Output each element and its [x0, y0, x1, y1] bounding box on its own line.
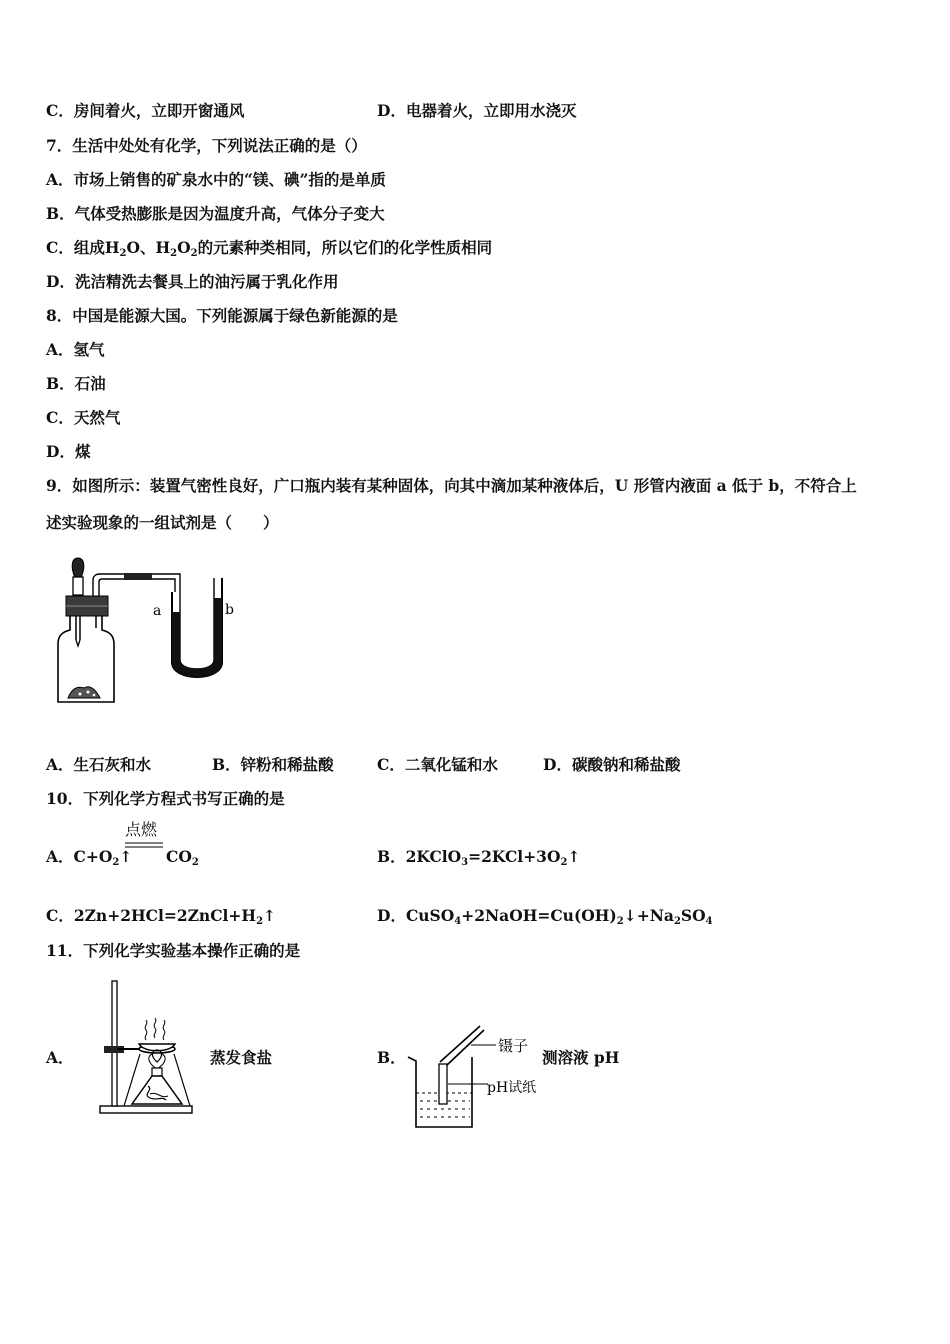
- q11-option-a-letter: A．: [46, 1048, 74, 1067]
- q10-option-d-suffix: +Na: [636, 906, 674, 925]
- q10-option-d-mid: +2NaOH=Cu(OH): [461, 906, 617, 925]
- q10-option-a-prefix: A．C+O: [46, 847, 113, 866]
- q10-option-a-product: $CO_2$: [166, 847, 199, 868]
- q10-option-d: D．$CuSO_4+2NaOH=Cu(OH)_2↓+Na_2SO_4$: [377, 906, 713, 927]
- tweezers: [440, 1026, 480, 1062]
- label-a: a: [153, 603, 162, 619]
- q7-option-c: C．组成$H_2O$、$H_2O_2$的元素种类相同，所以它们的化学性质相同: [46, 238, 493, 259]
- q11-option-b-letter: B．: [377, 1048, 406, 1067]
- q11-option-a-text: 蒸发食盐: [210, 1048, 273, 1067]
- q9-option-a: A．生石灰和水: [46, 755, 152, 774]
- q11-stem: 11．下列化学实验基本操作正确的是: [46, 941, 301, 960]
- q10-option-a: A．$C+O_2↑$: [46, 847, 133, 868]
- q10-option-c: C．$2Zn+2HCl=2ZnCl+H_2↑$: [46, 906, 277, 927]
- label-ph-paper: pH试纸: [487, 1080, 537, 1096]
- q7-option-a: A．市场上销售的矿泉水中的“镁、碘”指的是单质: [46, 170, 386, 189]
- q9-stem-line1: 9．如图所示：装置气密性良好，广口瓶内装有某种固体，向其中滴加某种液体后，U 形管内液面 a 低于 b，不符合上: [46, 476, 857, 495]
- q10-option-c-prefix: C．2Zn+2HCl=2ZnCl+H: [46, 906, 257, 925]
- q9-option-d: D．碳酸钠和稀盐酸: [543, 755, 681, 774]
- q6-option-d: D．电器着火，立即用水浇灭: [377, 101, 577, 120]
- q8-stem: 8．中国是能源大国。下列能源属于绿色新能源的是: [46, 306, 398, 325]
- q10-stem: 10．下列化学方程式书写正确的是: [46, 789, 285, 808]
- ph-paper: [439, 1064, 447, 1104]
- q7-option-c-mid: 的元素种类相同，所以它们的化学性质相同: [197, 238, 493, 257]
- q8-option-d: D．煤: [46, 442, 91, 461]
- q7-stem: 7．生活中处处有化学，下列说法正确的是（）: [46, 136, 367, 155]
- q9-stem-line2: 述实验现象的一组试剂是（ ）: [46, 513, 279, 532]
- label-b: b: [225, 602, 234, 618]
- q8-option-b: B．石油: [46, 374, 106, 393]
- q10-option-d-prefix: D．CuSO: [377, 906, 455, 925]
- q6-option-c: C．房间着火，立即开窗通风: [46, 101, 245, 120]
- q7-option-d: D．洗洁精洗去餐具上的油污属于乳化作用: [46, 272, 339, 291]
- q8-option-c: C．天然气: [46, 408, 121, 427]
- q10-option-b-mid: =2KCl+3O: [468, 847, 561, 866]
- q7-option-b: B．气体受热膨胀是因为温度升高，气体分子变大: [46, 204, 385, 223]
- q9-option-b: B．锌粉和稀盐酸: [212, 755, 334, 774]
- q10-option-b: B．$2KClO_3=2KCl+3O_2↑$: [377, 847, 581, 868]
- q9-option-c: C．二氧化锰和水: [377, 755, 498, 774]
- q7-option-c-prefix: C．组成: [46, 238, 105, 257]
- q8-option-a: A．氢气: [46, 340, 105, 359]
- q10-condition: 点燃: [125, 820, 158, 839]
- q11-option-b-text: 测溶液 pH: [542, 1048, 620, 1067]
- q10-option-b-prefix: B．2KClO: [377, 847, 462, 866]
- label-tweezers: 镊子: [498, 1037, 529, 1055]
